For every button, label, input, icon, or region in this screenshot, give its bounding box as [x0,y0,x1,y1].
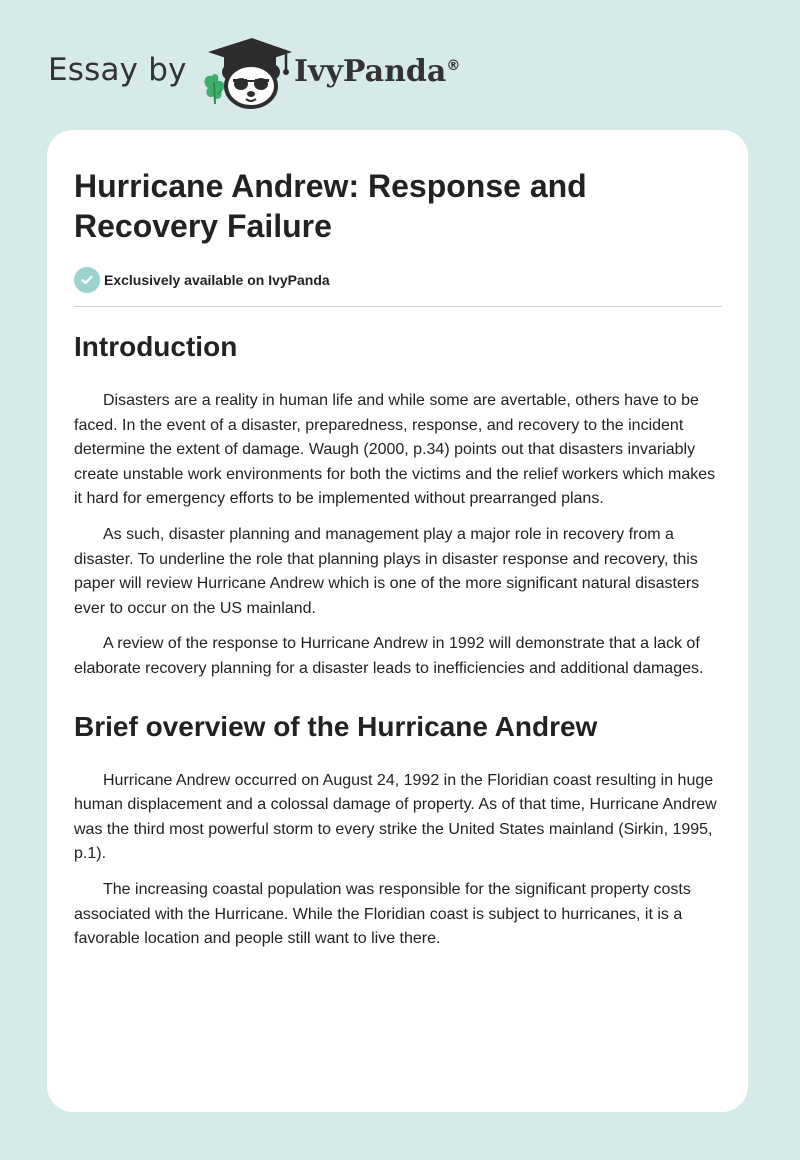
check-circle-icon [74,267,100,293]
section-heading-overview: Brief overview of the Hurricane Andrew [74,710,598,742]
brand-prefix: Essay by [48,52,187,88]
panda-logo-icon [200,34,296,110]
exclusive-badge [74,266,722,294]
panda-face-icon [222,64,280,107]
paragraph: The increasing coastal population was responsible for the significant property costs associated with the Hurricane. While the Floridian coast is subject to hurricanes, it is a favorable location and people still want to live there. [74,880,691,948]
brand-header[interactable] [48,34,508,110]
ivy-leaf-icon [205,74,225,104]
paragraph: As such, disaster planning and management play a major role in recovery from a disaster. To underline the role that planning plays in disaster response and recovery, this paper will review Hurricane Andrew which is one of the more significant natural disasters ever to occur on the US mainland. [74,525,700,617]
exclusive-badge-text: Exclusively available on IvyPanda [104,272,330,288]
paragraph: Disasters are a reality in human life and while some are avertable, others have to be faced. In the event of a disaster, preparedness, response, and recovery to the incident determine the extent of damage. Waugh (2000, p.34) points out that disasters invariably create unstable work environments for both the victims and the relief workers which makes it hard for emergency efforts to be implemented without prearranged plans. [74,392,716,508]
brand-name [294,54,460,89]
paragraph: Hurricane Andrew occurred on August 24, 1992 in the Floridian coast resulting in huge human displacement and a colossal damage of property. As of that time, Hurricane Andrew was the third most powerful storm to every strike the United States mainland (Sirkin, 1995, p.1). [74,771,717,863]
title-divider [74,306,722,307]
section-heading-introduction: Introduction [74,331,238,362]
registered-mark: ® [446,58,461,74]
brand-name-text: IvyPanda [294,54,447,89]
paragraph: A review of the response to Hurricane Andrew in 1992 will demonstrate that a lack of elaborate recovery planning for a disaster leads to inefficiencies and additional damages. [74,635,704,677]
essay-card [47,130,748,1112]
page-title: Hurricane Andrew: Response and Recovery Failure [74,168,587,244]
